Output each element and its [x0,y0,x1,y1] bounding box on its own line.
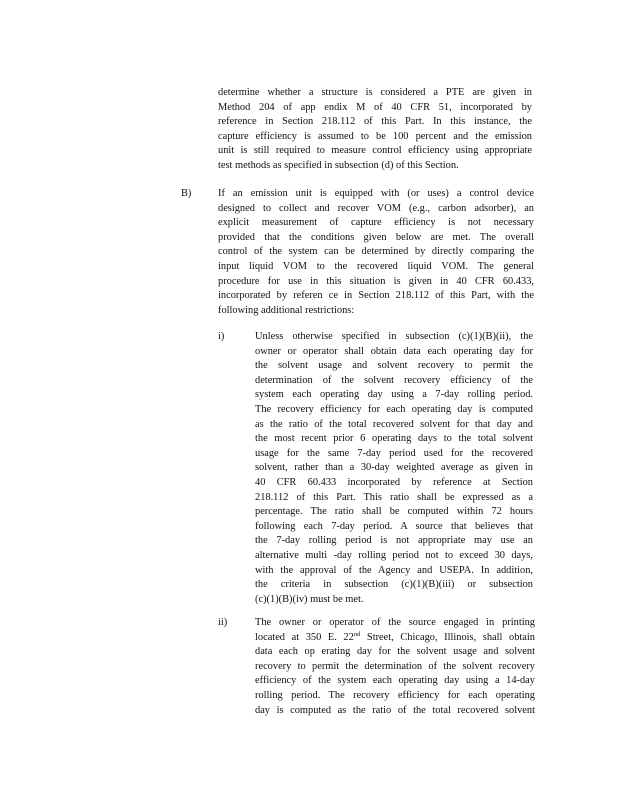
text-line: Unless otherwise specified in subsection (c)(1)(B)(ii), the [255,331,533,342]
text-line: control of the system can be determined by directly comparing the [218,246,534,258]
text-line: The recovery efficiency for each operating day is computed [255,403,533,415]
text-line: the 7-day rolling period is not appropriate may use an [255,535,533,547]
item-i-paragraph [255,330,533,607]
text-line: If an emission unit is equipped with (or uses) a control device [218,188,534,199]
text-line: procedure for use in this situation is given in 40 CFR 60.433, [218,275,534,287]
ordinal-superscript: nd [353,630,361,638]
text-line: designed to collect and recover VOM (e.g., carbon adsorber), an [218,202,534,214]
text-line: rolling period. The recovery efficiency for each operating [255,689,535,701]
text-line: explicit measurement of capture efficiency is not necessary [218,217,534,229]
text-line [255,631,535,646]
text-fragment: located at 350 E. 22 [255,631,354,643]
text-line: 40 CFR 60.433 incorporated by reference at Section [255,476,533,488]
text-line: usage for the same 7-day period used for the recovered [255,447,533,459]
item-ii-label: ii) [218,617,228,628]
text-line: percentage. The ratio shall be computed within 72 hours [255,506,533,518]
text-line: data each op erating day for the solvent usage and solvent [255,646,535,658]
text-line: owner or operator shall obtain data each operating day for [255,345,533,357]
text-line: 218.112 of this Part. This ratio shall be expressed as a [255,491,533,503]
item-b-label: B) [181,188,192,199]
text-line: following each 7-day period. A source that believes that [255,520,533,532]
text-line: Method 204 of app endix M of 40 CFR 51, incorporated by [218,101,532,113]
text-line: reference in Section 218.112 of this Part. In this instance, the [218,116,532,128]
text-line: with the approval of the Agency and USEPA. In addition, [255,564,533,576]
text-line: alternative multi -day rolling period not to exceed 30 days, [255,549,533,561]
continuation-paragraph [218,86,532,174]
text-line: following additional restrictions: [218,304,355,316]
text-line: solvent, rather than a 30-day weighted average as given in [255,462,533,474]
text-line: day is computed as the ratio of the total recovered solvent [255,704,535,716]
text-line: (c)(1)(B)(iv) must be met. [255,593,364,605]
text-line: the solvent usage and solvent recovery to permit the [255,360,533,372]
text-line: capture efficiency is assumed to be 100 percent and the emission [218,130,532,142]
text-line: system each operating day using a 7-day rolling period. [255,389,533,401]
item-b-paragraph [218,187,534,318]
text-line: incorporated by referen ce in Section 218.112 of this Part, with the [218,290,534,302]
text-line: provided that the conditions given below are met. The overall [218,231,534,243]
text-line: determination of the solvent recovery efficiency of the [255,374,533,386]
text-line: determine whether a structure is considered a PTE are given in [218,87,532,98]
text-line: the criteria in subsection (c)(1)(B)(iii) or subsection [255,579,533,591]
text-line: test methods as specified in subsection (d) of this Section. [218,159,459,171]
text-line: efficiency of the system each operating day using a 14-day [255,675,535,687]
text-line: as the ratio of the total recovered solvent for that day and [255,418,533,430]
text-line: the most recent prior 6 operating days to the total solvent [255,433,533,445]
text-fragment: Street, Chicago, Illinois, shall obtain [360,631,535,643]
text-line: input liquid VOM to the recovered liquid VOM. The general [218,260,534,272]
item-ii-paragraph [255,616,535,718]
item-i-label: i) [218,331,225,342]
text-line: recovery to permit the determination of the solvent recovery [255,660,535,672]
text-line: unit is still required to measure control efficiency using appropriate [218,145,532,157]
text-line: The owner or operator of the source engaged in printing [255,617,535,628]
